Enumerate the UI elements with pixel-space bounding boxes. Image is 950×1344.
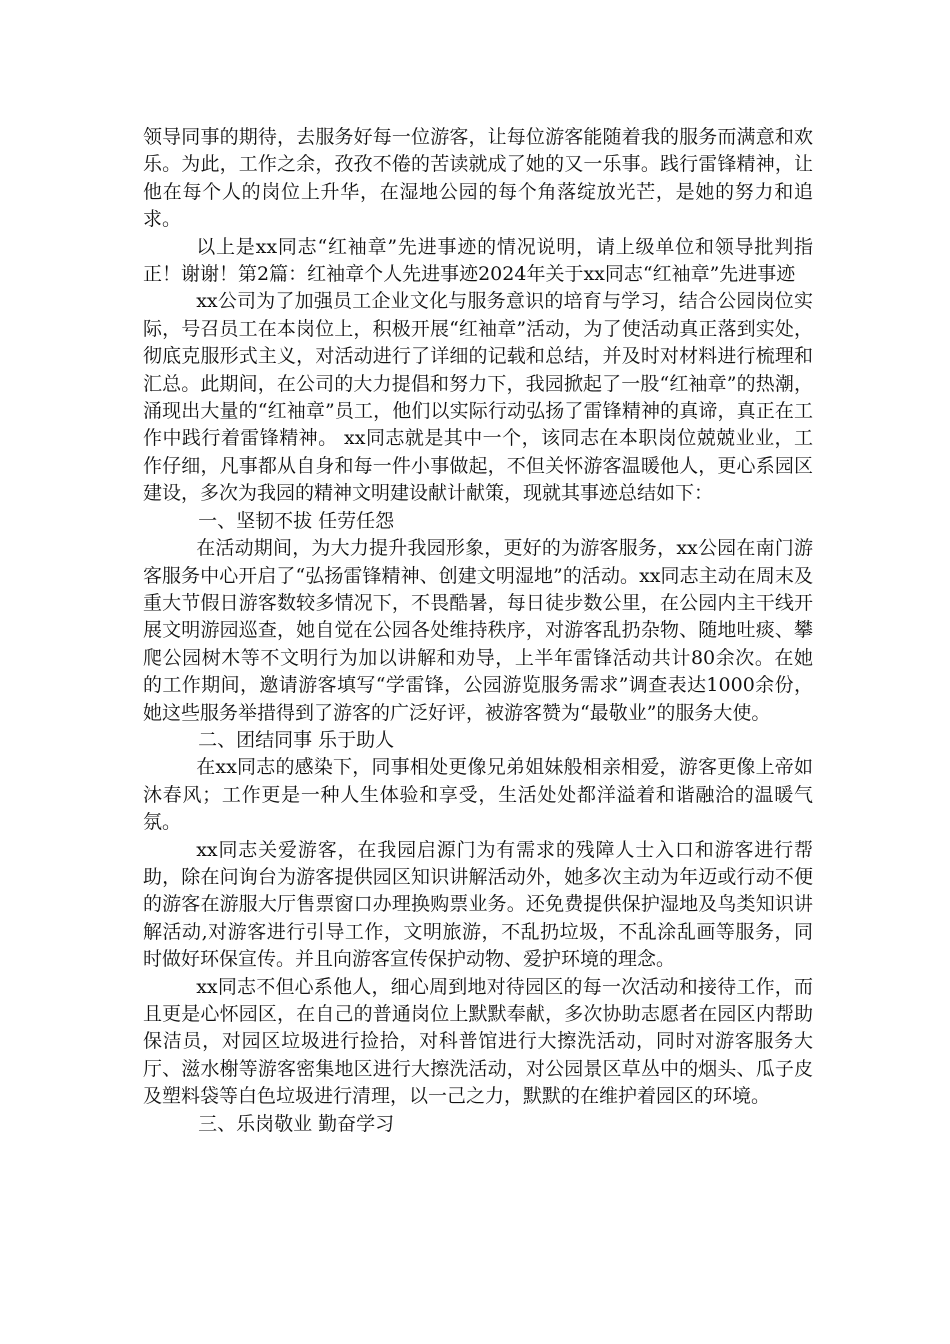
- section-heading-2: 二、团结同事 乐于助人: [198, 728, 395, 751]
- paragraph-closing-remarks: 以上是xx同志“红袖章”先进事迹的情况说明，请上级单位和领导批判指正！谢谢！第2篇：红袖章个人先进事迹2024年关于xx同志“红袖章”先进事迹: [143, 235, 813, 286]
- section-heading-1: 一、坚韧不拔 任劳任怨: [198, 509, 395, 532]
- paragraph-section-2c: xx同志不但心系他人，细心周到地对待园区的每一次活动和接待工作，而且更是心怀园区，在自己的普通岗位上默默奉献，多次协助志愿者在园区内帮助保洁员，对园区垃圾进行捡拾，对科普馆进行大擦洗活动，同时对游客服务大厅、滋水榭等游客密集地区进行大擦洗活动，对公园景区草丛中的烟头、瓜子皮及塑料袋等白色垃圾进行清理，以一己之力，默默的在维护着园区的环境。: [143, 975, 813, 1108]
- paragraph-intro-continuation: 领导同事的期待，去服务好每一位游客，让每位游客能随着我的服务而满意和欢乐。为此，工作之余，孜孜不倦的苦读就成了她的又一乐事。践行雷锋精神，让他在每个人的岗位上升华，在湿地公园的每个角落绽放光芒，是她的努力和追求。: [143, 126, 813, 231]
- paragraph-company-overview: xx公司为了加强员工企业文化与服务意识的培育与学习，结合公园岗位实际，号召员工在本岗位上，积极开展“红袖章”活动，为了使活动真正落到实处，彻底克服形式主义，对活动进行了详细的记载和总结，并及时对材料进行梳理和汇总。此期间，在公司的大力提倡和努力下，我园掀起了一股“红袖章”的热潮，涌现出大量的“红袖章”员工，他们以实际行动弘扬了雷锋精神的真谛，真正在工作中践行着雷锋精神。 xx同志就是其中一个，该同志在本职岗位兢兢业业，工作仔细，凡事都从自身和每一件小事做起，不但关怀游客温暖他人，更心系园区建设，多次为我园的精神文明建设献计献策，现就其事迹总结如下：: [143, 290, 813, 505]
- paragraph-section-1: 在活动期间，为大力提升我园形象，更好的为游客服务，xx公园在南门游客服务中心开启了“弘扬雷锋精神、创建文明湿地”的活动。xx同志主动在周末及重大节假日游客数较多情况下，不畏酷暑，每日徒步数公里，在公园内主干线开展文明游园巡查，她自觉在公园各处维持秩序，对游客乱扔杂物、随地吐痰、攀爬公园树木等不文明行为加以讲解和劝导，上半年雷锋活动共计80余次。在她的工作期间，邀请游客填写“学雷锋，公园游览服务需求”调查表达1000余份，她这些服务举措得到了游客的广泛好评，被游客赞为“最敬业”的服务大使。: [143, 537, 813, 724]
- document-body: [143, 124, 813, 1138]
- paragraph-section-2a: 在xx同志的感染下，同事相处更像兄弟姐妹般相亲相爱，游客更像上帝如沐春风；工作更是一种人生体验和享受，生活处处都洋溢着和谐融洽的温暖气氛。: [143, 756, 813, 834]
- section-heading-3: 三、乐岗敬业 勤奋学习: [198, 1112, 395, 1135]
- paragraph-section-2b: xx同志关爱游客，在我园启源门为有需求的残障人士入口和游客进行帮助，除在问询台为游客提供园区知识讲解活动外，她多次主动为年迈或行动不便的游客在游服大厅售票窗口办理换购票业务。还免费提供保护湿地及鸟类知识讲解活动,对游客进行引导工作，文明旅游，不乱扔垃圾，不乱涂乱画等服务，同时做好环保宣传。并且向游客宣传保护动物、爱护环境的理念。: [143, 838, 813, 971]
